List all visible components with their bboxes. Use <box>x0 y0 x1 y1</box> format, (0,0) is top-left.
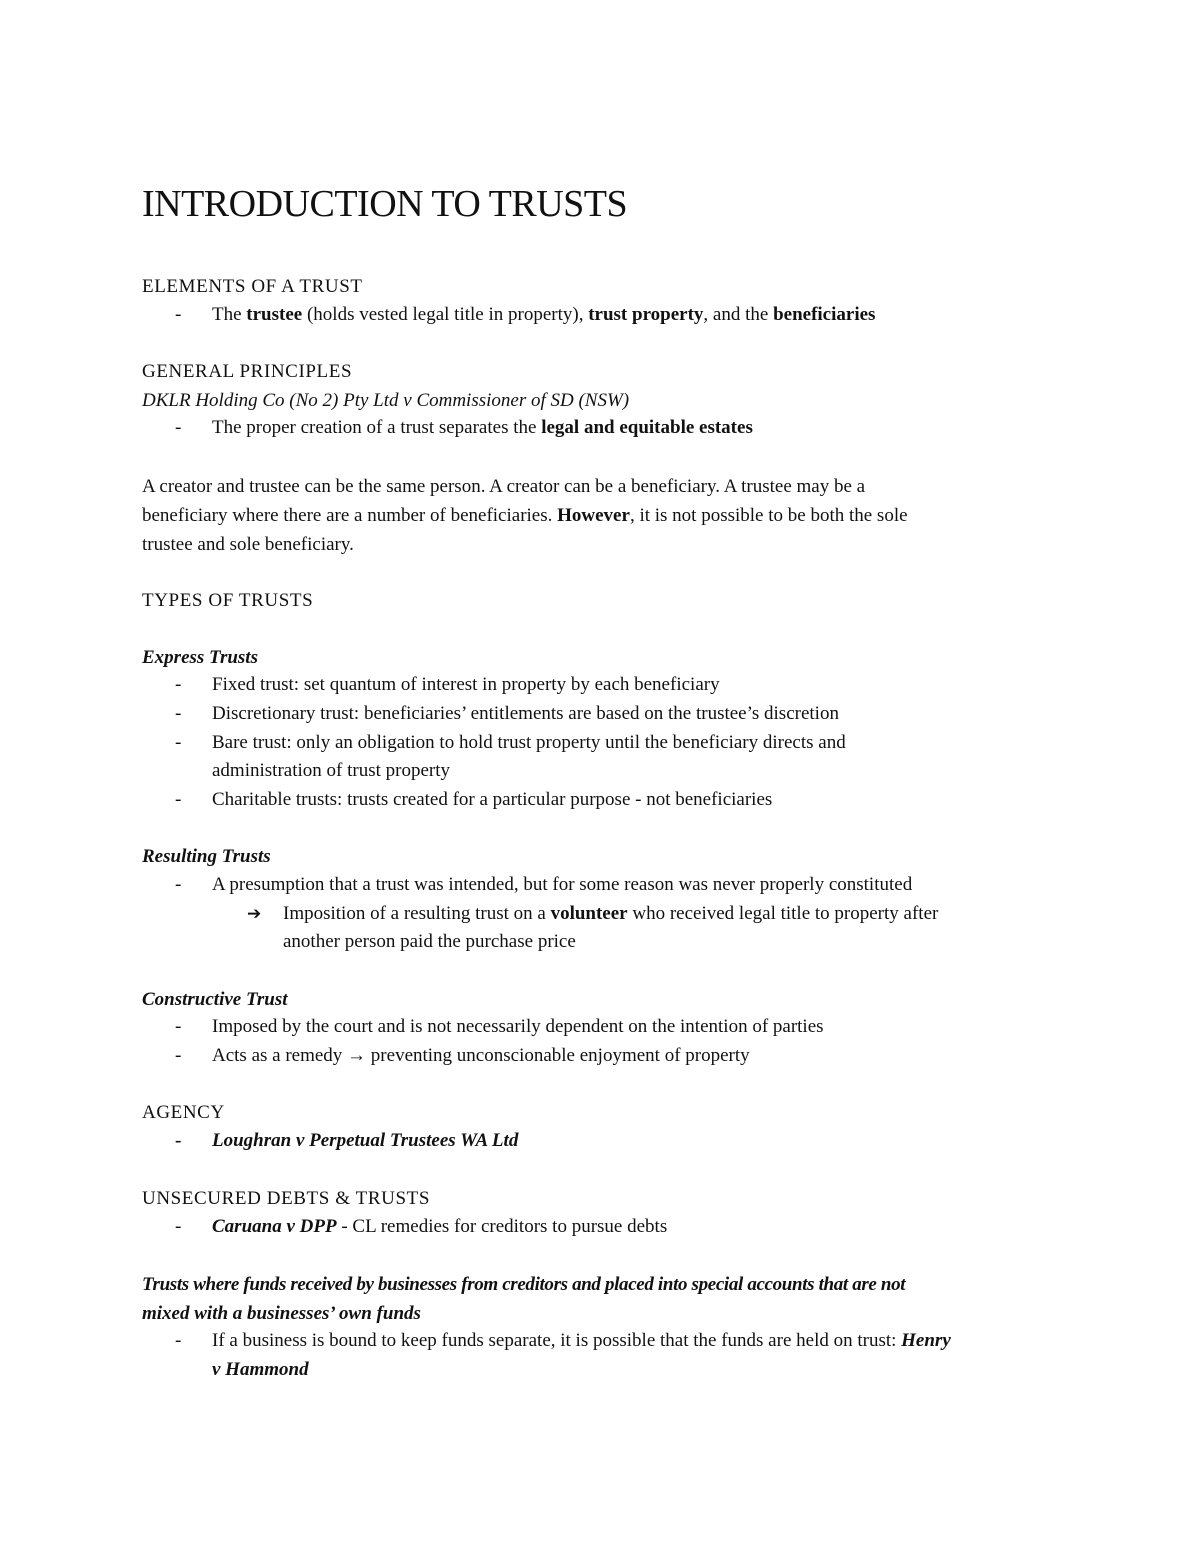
case-citation: Loughran v Perpetual Trustees WA Ltd <box>212 1130 519 1151</box>
bullet-dash: - <box>175 417 182 438</box>
subheading-special-accounts: Trusts where funds received by businesses from creditors and placed into special accounts that are not <box>142 1274 906 1295</box>
subheading-constructive-trust: Constructive Trust <box>142 989 288 1010</box>
bullet-dash: - <box>175 1045 182 1066</box>
case-citation: Henry <box>901 1330 951 1351</box>
subheading-resulting-trusts: Resulting Trusts <box>142 846 271 867</box>
heading-agency: AGENCY <box>142 1102 225 1123</box>
paragraph-line: trustee and sole beneficiary. <box>142 534 354 555</box>
heading-general-principles: GENERAL PRINCIPLES <box>142 361 353 382</box>
bullet-dash: - <box>175 1330 182 1351</box>
heading-unsecured-debts: UNSECURED DEBTS & TRUSTS <box>142 1188 431 1209</box>
paragraph-line: A creator and trustee can be the same person. A creator can be a beneficiary. A trustee may be a <box>142 476 866 497</box>
bullet-dash: - <box>175 674 182 695</box>
paragraph-line: beneficiary where there are a number of beneficiaries. However, it is not possible to be both the sole <box>142 505 908 526</box>
bullet-dash: - <box>175 789 182 810</box>
heading-elements: ELEMENTS OF A TRUST <box>142 276 363 297</box>
subheading-special-accounts-continuation: mixed with a businesses’ own funds <box>142 1303 421 1324</box>
case-citation: Caruana v DPP <box>212 1216 337 1237</box>
bullet-dash: - <box>175 1016 182 1037</box>
bullet-dash: - <box>175 703 182 724</box>
bullet-dash: - <box>175 1130 182 1151</box>
bullet-dash: - <box>175 304 182 325</box>
heading-types-of-trusts: TYPES OF TRUSTS <box>142 590 314 611</box>
bullet-dash: - <box>175 1216 182 1237</box>
subheading-express-trusts: Express Trusts <box>142 647 258 668</box>
case-citation: v Hammond <box>212 1359 309 1380</box>
page-title: INTRODUCTION TO TRUSTS <box>142 183 628 225</box>
bullet-dash: - <box>175 874 182 895</box>
bullet-dash: - <box>175 732 182 753</box>
document-page: INTRODUCTION TO TRUSTS ELEMENTS OF A TRUST - The trustee (holds vested legal title in property), trust property, and the beneficiaries GENERAL PRINCIPLES DKLR Holding Co (No 2) Pty Ltd v Commissioner of SD (NSW) - The proper creation of a trust separates the legal and equitable estates A creator and trustee can be the same person. A creator can be a beneficiary. A trustee may be a beneficiary where there are a number of beneficiaries. However, it is not possible to be both the sole trustee and sole beneficiary. TYPES OF TRUSTS Express Trusts - Fixed trust: set quantum of interest in property by each beneficiary - Discretionary trust: beneficiaries’ entitlements are based on the trustee’s discretion - Bare trust: only an obligation to hold trust property until the beneficiary directs and administration of trust property - Charitable trusts: trusts created for a particular purpose - not beneficiaries Resulting Trusts - A presumption that a trust was intended, but for some reason was never properly constituted ➔ Imposition of a resulting trust on a volunteer who received legal title to property after another person paid the purchase price Constructive Trust - Imposed by the court and is not necessarily dependent on the intention of parties - Acts as a remedy → preventing unconscionable enjoyment of property AGENCY - Loughran v Perpetual Trustees WA Ltd UNSECURED DEBTS & TRUSTS - Caruana v DPP - CL remedies for creditors to pursue debts Trusts where funds received by businesses from creditors and placed into special accounts that are not mixed with a businesses’ own funds - If a business is bound to keep funds separate, it is possible that the funds are held on trust: Henry v Hammond <box>0 0 1200 1553</box>
case-citation: DKLR Holding Co (No 2) Pty Ltd v Commissioner of SD (NSW) <box>142 390 630 411</box>
arrow-right-icon: ➔ <box>247 904 262 923</box>
